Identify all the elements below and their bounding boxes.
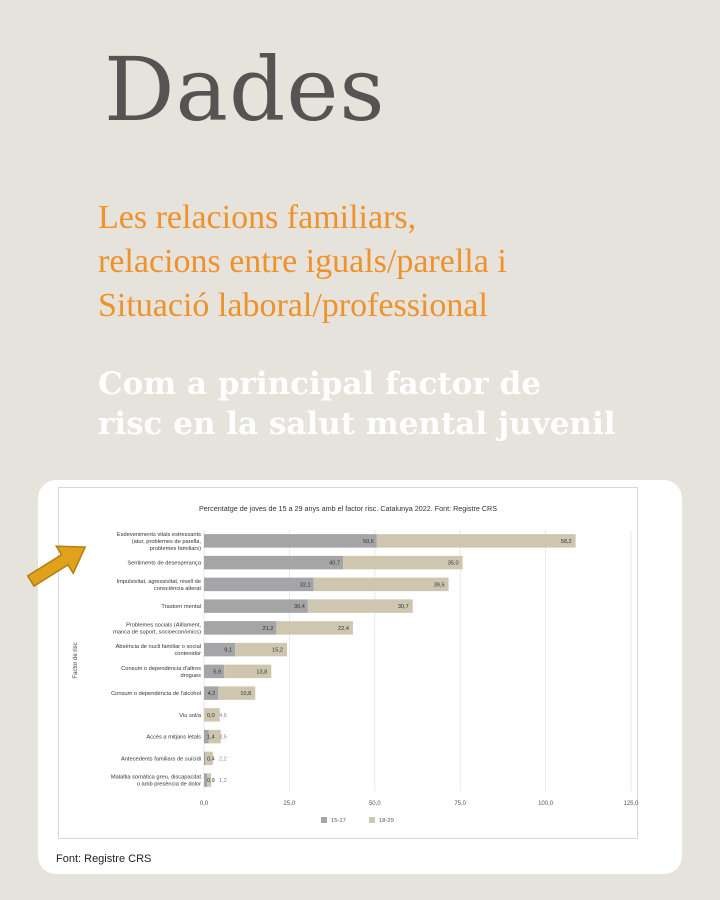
bar-15-17	[204, 534, 377, 547]
subtitle: Les relacions familiars, relacions entre iguals/parella i Situació laboral/professional	[98, 199, 507, 324]
bar-chart	[59, 488, 637, 838]
data-label-18-29: 58,2	[560, 538, 572, 545]
category-label: Absència de nucli familiar o social contenidor	[115, 644, 201, 658]
data-label-18-29: 1,2	[219, 778, 227, 785]
category-label: Viu sol/a	[179, 712, 201, 719]
legend-swatch	[321, 817, 327, 823]
data-label-15-17: 21,2	[262, 625, 274, 632]
data-label-18-29: 10,8	[240, 691, 252, 698]
legend-label: 18-29	[379, 818, 394, 824]
data-label-18-29: 4,6	[219, 712, 227, 719]
data-label-18-29: 15,2	[272, 647, 284, 654]
category-label: Sentiments de desesperança	[127, 560, 201, 567]
x-tick-label: 125,0	[623, 801, 639, 807]
data-label-18-29: 3,5	[219, 734, 227, 741]
bar-15-17	[204, 556, 343, 569]
data-label-15-17: 50,6	[362, 538, 374, 545]
data-label-15-17: 0,9	[207, 778, 215, 785]
data-label-15-17: 0,4	[207, 756, 215, 763]
data-label-15-17: 0,0	[207, 712, 215, 719]
data-label-18-29: 2,2	[219, 756, 227, 763]
bar-15-17	[204, 578, 314, 591]
data-label-18-29: 30,7	[397, 604, 409, 611]
x-tick-label: 100,0	[538, 801, 554, 807]
chart-frame	[58, 487, 638, 839]
data-label-15-17: 5,9	[213, 669, 222, 676]
x-tick-label: 0,0	[199, 801, 209, 807]
x-tick-label: 75,0	[454, 801, 467, 807]
data-label-15-17: 4,2	[207, 691, 216, 698]
data-label-15-17: 1,4	[207, 734, 215, 741]
y-axis-label: Factor de risc	[73, 642, 79, 679]
category-label: Consum o dependència de l'alcohol	[111, 691, 201, 698]
legend-label: 15-17	[331, 818, 346, 824]
category-label: Malaltia somàtica greu, discapacitat o amb presència de dolor	[110, 774, 201, 788]
category-label: Esdeveniments vitals estressants (atur, problemes de parella, problemes familiars)	[116, 531, 201, 552]
bar-18-29	[377, 534, 576, 547]
category-label: Consum o dependència d'altres drogues	[121, 665, 201, 679]
category-label: Problemes socials (Aïllament, manca de suport, socioeconòmics)	[113, 622, 201, 636]
chart-title: Percentatge de joves de 15 a 29 anys amb el factor risc. Catalunya 2022. Font: Registre CRS	[198, 504, 498, 513]
source-note: Font: Registre CRS	[56, 853, 152, 865]
data-label-18-29: 39,5	[433, 582, 445, 589]
data-label-18-29: 35,0	[447, 560, 459, 567]
arrow-icon	[22, 534, 94, 594]
x-tick-label: 50,0	[368, 801, 381, 807]
legend-swatch	[369, 817, 375, 823]
category-label: Impulsivitat, agressivitat, nivell de consciència alterat	[116, 578, 201, 592]
data-label-18-29: 22,4	[338, 625, 349, 632]
bar-18-29	[314, 578, 449, 591]
category-label: Accés a mitjans letals	[146, 734, 201, 741]
data-label-15-17: 40,7	[329, 560, 341, 567]
data-label-15-17: 9,1	[224, 647, 233, 654]
data-label-15-17: 32,1	[299, 582, 311, 589]
x-tick-label: 25,0	[283, 801, 296, 807]
bar-15-17	[204, 599, 308, 612]
data-label-18-29: 13,8	[256, 669, 268, 676]
page-title: Dades	[104, 38, 386, 141]
category-label: Antecedents familiars de suïcidi	[121, 756, 201, 763]
bar-15-17	[204, 752, 205, 765]
bar-18-29	[343, 556, 463, 569]
tagline: Com a principal factor de risc en la salut mental juvenil	[98, 366, 616, 442]
data-label-15-17: 30,4	[293, 604, 305, 611]
category-label: Trastorn mental	[161, 604, 201, 611]
